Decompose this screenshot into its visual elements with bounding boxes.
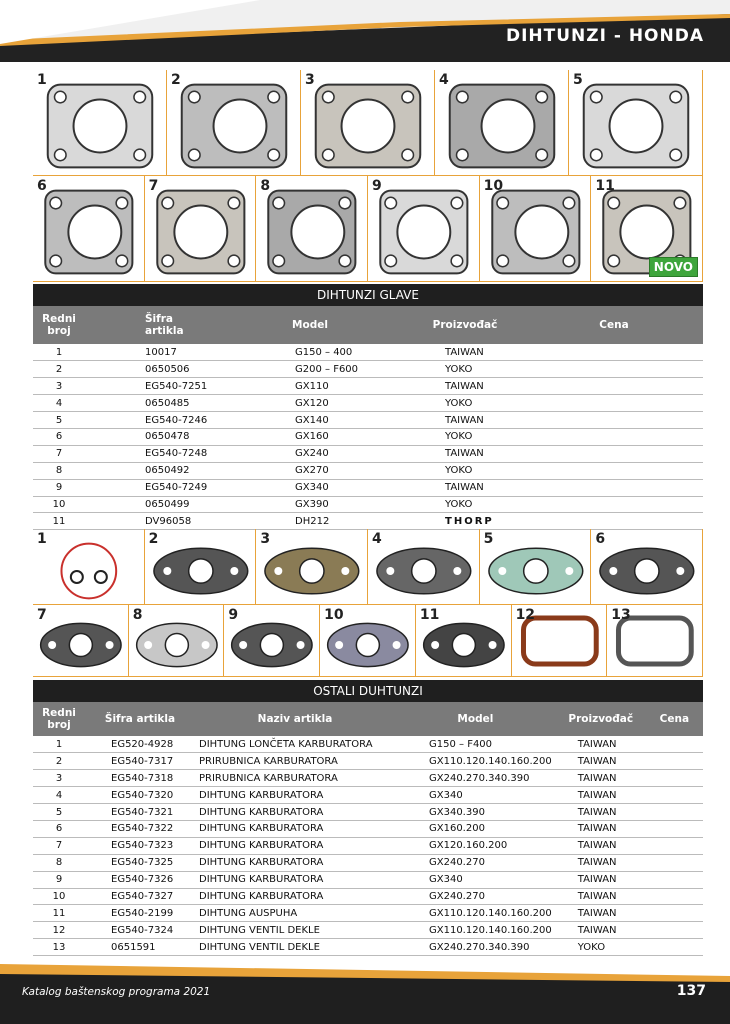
- gasket-image-cell: [167, 70, 301, 176]
- table-header: [33, 702, 703, 736]
- table-cell: GX240.270: [395, 854, 556, 871]
- table-cell: [646, 787, 703, 804]
- table-cell: GX340: [215, 479, 405, 496]
- table-row: [33, 837, 703, 854]
- gasket-image-cell: [480, 529, 592, 605]
- table-cell: [646, 939, 703, 956]
- table-cell: 8: [33, 854, 85, 871]
- table-cell: TAIWAN: [556, 888, 646, 905]
- table-cell: GX110.120.140.160.200: [395, 905, 556, 922]
- table-cell: EG520-4928: [85, 736, 195, 753]
- gasket-image-cell: [256, 176, 368, 282]
- table-cell: TAIWAN: [405, 344, 525, 361]
- table-cell: G150 – F400: [395, 736, 556, 753]
- table-cell: PRIRUBNICA KARBURATORA: [195, 770, 395, 787]
- gasket-number: 4: [439, 72, 449, 88]
- col-proizvodjac: Proizvođač: [432, 319, 498, 331]
- table-row: [33, 736, 703, 753]
- table-cell: YOKO: [405, 395, 525, 412]
- table-cell: 11: [33, 905, 85, 922]
- gasket-number: 13: [611, 607, 631, 623]
- table-cell: [525, 378, 703, 395]
- gasket-number: 5: [483, 531, 494, 547]
- table-row: [33, 905, 703, 922]
- table-cell: EG540-7318: [85, 770, 195, 787]
- other-gasket-table: [33, 680, 703, 956]
- table-cell: DIHTUNG KARBURATORA: [195, 820, 395, 837]
- gasket-number: 11: [419, 607, 440, 623]
- table-title: DIHTUNZI GLAVE: [33, 284, 703, 306]
- table-cell: DV96058: [85, 513, 215, 530]
- table-cell: YOKO: [405, 428, 525, 445]
- table-cell: 7: [33, 837, 85, 854]
- gasket-number: 10: [324, 607, 344, 623]
- col-cena: Cena: [599, 319, 629, 331]
- table-cell: TAIWAN: [556, 753, 646, 770]
- table-cell: [525, 496, 703, 513]
- table-cell: 7: [33, 445, 85, 462]
- gasket-number: 11: [595, 178, 615, 194]
- table-cell: [646, 837, 703, 854]
- table-cell: DIHTUNG AUSPUHA: [195, 905, 395, 922]
- table-cell: TAIWAN: [405, 378, 525, 395]
- table-cell: EG540-7325: [85, 854, 195, 871]
- table-cell: 0650478: [85, 428, 215, 445]
- table-cell: GX120: [215, 395, 405, 412]
- table-row: [33, 871, 703, 888]
- table-cell: [646, 753, 703, 770]
- table-cell: GX110.120.140.160.200: [395, 753, 556, 770]
- table-header: [33, 306, 703, 344]
- table-cell: [646, 871, 703, 888]
- table-cell: [646, 736, 703, 753]
- table-cell: 1: [33, 344, 85, 361]
- head-gasket-gallery: [33, 70, 703, 282]
- col-naziv: Naziv artikla: [257, 713, 333, 725]
- table-cell: GX270: [215, 462, 405, 479]
- col-cena: Cena: [659, 713, 690, 725]
- col-proizvodjac: Proizvođač: [568, 713, 634, 725]
- gasket-image-cell: [301, 70, 435, 176]
- table-cell: 6: [33, 428, 85, 445]
- gasket-number: 1: [37, 531, 47, 547]
- table-cell: EG540-7321: [85, 804, 195, 821]
- table-cell: EG540-7248: [85, 445, 215, 462]
- table-cell: 10: [33, 888, 85, 905]
- gasket-image-cell: [33, 529, 145, 605]
- gasket-image-cell: [33, 176, 145, 282]
- gasket-number: 12: [515, 607, 536, 623]
- table-row: [33, 462, 703, 479]
- table-cell: TAIWAN: [556, 871, 646, 888]
- gasket-image-cell: [435, 70, 569, 176]
- table-cell: 2: [33, 361, 85, 378]
- table-cell: 5: [33, 412, 85, 429]
- gasket-image-cell: [607, 605, 703, 677]
- table-cell: [525, 428, 703, 445]
- gasket-number: 6: [595, 531, 606, 547]
- table-cell: GX240: [215, 445, 405, 462]
- table-cell: GX240.270.340.390: [395, 770, 556, 787]
- gasket-number: 2: [171, 72, 181, 88]
- gasket-image-cell: [320, 605, 416, 677]
- table-cell: EG540-7326: [85, 871, 195, 888]
- table-cell: 11: [33, 513, 85, 530]
- table-cell: EG540-7323: [85, 837, 195, 854]
- table-cell: GX390: [215, 496, 405, 513]
- table-cell: 2: [33, 753, 85, 770]
- gasket-image-cell: [591, 529, 703, 605]
- table-cell: GX160.200: [395, 820, 556, 837]
- table-cell: DIHTUNG VENTIL DEKLE: [195, 939, 395, 956]
- table-cell: 9: [33, 479, 85, 496]
- gasket-number: 6: [37, 178, 47, 194]
- table-row: [33, 378, 703, 395]
- table-cell: GX110: [215, 378, 405, 395]
- table-cell: [646, 854, 703, 871]
- catalog-name: Katalog baštenskog programa 2021: [22, 986, 211, 998]
- table-cell: TAIWAN: [556, 770, 646, 787]
- col-redni-broj: Redni broj: [42, 313, 76, 337]
- gasket-number: 3: [260, 531, 271, 547]
- table-row: [33, 445, 703, 462]
- table-cell: 13: [33, 939, 85, 956]
- gasket-number: 3: [305, 72, 315, 88]
- gasket-number: 9: [228, 607, 239, 623]
- page-title: DIHTUNZI - HONDA: [505, 26, 704, 46]
- table-row: [33, 770, 703, 787]
- table-cell: PRIRUBNICA KARBURATORA: [195, 753, 395, 770]
- table-cell: G150 – 400: [215, 344, 405, 361]
- novo-badge: NOVO: [649, 257, 698, 277]
- table-cell: TAIWAN: [556, 854, 646, 871]
- table-cell: TAIWAN: [556, 787, 646, 804]
- gasket-image-cell: [569, 70, 703, 176]
- table-cell: TAIWAN: [405, 479, 525, 496]
- table-row: [33, 787, 703, 804]
- table-cell: GX140: [215, 412, 405, 429]
- table-cell: [646, 820, 703, 837]
- table-cell: 10: [33, 496, 85, 513]
- table-cell: TAIWAN: [556, 736, 646, 753]
- gasket-number: 7: [148, 178, 159, 194]
- table-cell: EG540-7320: [85, 787, 195, 804]
- table-cell: GX120.160.200: [395, 837, 556, 854]
- table-cell: YOKO: [556, 939, 646, 956]
- table-cell: TAIWAN: [556, 905, 646, 922]
- table-cell: G200 – F600: [215, 361, 405, 378]
- col-model: Model: [292, 319, 328, 331]
- table-cell: 0650485: [85, 395, 215, 412]
- table-row: [33, 854, 703, 871]
- table-cell: GX160: [215, 428, 405, 445]
- head-gasket-table: [33, 284, 703, 530]
- table-cell: EG540-7246: [85, 412, 215, 429]
- table-row: [33, 496, 703, 513]
- table-row: [33, 395, 703, 412]
- table-title: OSTALI DUHTUNZI: [33, 680, 703, 702]
- table-cell: EG540-7249: [85, 479, 215, 496]
- table-cell: 0651591: [85, 939, 195, 956]
- table-cell: DIHTUNG KARBURATORA: [195, 888, 395, 905]
- table-cell: DH212: [215, 513, 405, 530]
- table-cell: [525, 412, 703, 429]
- table-cell: GX340.390: [395, 804, 556, 821]
- table-cell: TAIWAN: [556, 922, 646, 939]
- table-cell: 6: [33, 820, 85, 837]
- table-cell: DIHTUNG KARBURATORA: [195, 871, 395, 888]
- table-row: [33, 513, 703, 530]
- table-cell: [525, 344, 703, 361]
- gasket-image-cell: [416, 605, 512, 677]
- col-model: Model: [457, 713, 494, 725]
- table-row: [33, 804, 703, 821]
- table-cell: [525, 395, 703, 412]
- table-cell: 3: [33, 378, 85, 395]
- table-cell: 1: [33, 736, 85, 753]
- gasket-number: 9: [372, 178, 382, 194]
- table-cell: 9: [33, 871, 85, 888]
- gasket-image-cell: [512, 605, 608, 677]
- gasket-number: 7: [37, 607, 47, 623]
- table-cell: EG540-7317: [85, 753, 195, 770]
- gasket-image-cell: [256, 529, 368, 605]
- other-gasket-gallery: [33, 529, 703, 677]
- table-cell: [646, 888, 703, 905]
- table-row: [33, 753, 703, 770]
- gasket-image-cell: [129, 605, 225, 677]
- table-cell: TAIWAN: [405, 445, 525, 462]
- gasket-image-cell: [145, 529, 257, 605]
- col-sifra: Šifra artikla: [145, 313, 184, 337]
- table-cell: GX340: [395, 871, 556, 888]
- table-row: [33, 820, 703, 837]
- table-cell: [646, 905, 703, 922]
- table-row: [33, 479, 703, 496]
- table-cell: 4: [33, 395, 85, 412]
- table-cell: 5: [33, 804, 85, 821]
- gasket-number: 1: [37, 72, 47, 88]
- table-cell: DIHTUNG KARBURATORA: [195, 837, 395, 854]
- table-row: [33, 428, 703, 445]
- table-cell: 8: [33, 462, 85, 479]
- table-cell: GX240.270.340.390: [395, 939, 556, 956]
- col-sifra: Šifra artikla: [104, 713, 176, 725]
- table-cell: 0650499: [85, 496, 215, 513]
- table-cell: 0650492: [85, 462, 215, 479]
- gasket-number: 8: [132, 607, 143, 623]
- table-cell: GX240.270: [395, 888, 556, 905]
- gasket-number: 4: [372, 531, 382, 547]
- gasket-number: 5: [573, 72, 583, 88]
- table-cell: EG540-2199: [85, 905, 195, 922]
- table-cell: 4: [33, 787, 85, 804]
- gasket-number: 10: [483, 178, 504, 194]
- gasket-image-cell: [145, 176, 257, 282]
- table-cell: [525, 479, 703, 496]
- table-cell: GX340: [395, 787, 556, 804]
- table-row: [33, 888, 703, 905]
- table-cell: [525, 513, 703, 530]
- table-cell: TAIWAN: [556, 804, 646, 821]
- table-cell: 3: [33, 770, 85, 787]
- table-cell: [646, 922, 703, 939]
- col-redni-broj: Redni broj: [42, 707, 76, 731]
- table-cell: [525, 445, 703, 462]
- table-cell: EG540-7327: [85, 888, 195, 905]
- gasket-number: 2: [148, 531, 159, 547]
- table-row: [33, 361, 703, 378]
- table-cell: [525, 361, 703, 378]
- table-cell: DIHTUNG LONČETA KARBURATORA: [195, 736, 395, 753]
- table-cell: YOKO: [405, 361, 525, 378]
- table-cell: 10017: [85, 344, 215, 361]
- table-cell: YOKO: [405, 496, 525, 513]
- table-cell: TAIWAN: [556, 837, 646, 854]
- table-cell: DIHTUNG VENTIL DEKLE: [195, 922, 395, 939]
- table-cell: TAIWAN: [556, 820, 646, 837]
- gasket-image-cell: [480, 176, 592, 282]
- gasket-image-cell: [368, 529, 480, 605]
- page-number: 137: [676, 983, 706, 999]
- table-row: [33, 939, 703, 956]
- table-cell: THORP: [405, 513, 525, 530]
- table-cell: DIHTUNG KARBURATORA: [195, 854, 395, 871]
- table-row: [33, 412, 703, 429]
- gasket-image-cell: [368, 176, 480, 282]
- table-row: [33, 922, 703, 939]
- table-cell: EG540-7322: [85, 820, 195, 837]
- gasket-image-cell: [33, 605, 129, 677]
- table-row: [33, 344, 703, 361]
- table-cell: TAIWAN: [405, 412, 525, 429]
- table-cell: 0650506: [85, 361, 215, 378]
- gasket-image-cell: [224, 605, 320, 677]
- table-cell: EG540-7251: [85, 378, 215, 395]
- table-cell: EG540-7324: [85, 922, 195, 939]
- table-cell: [646, 770, 703, 787]
- table-cell: [646, 804, 703, 821]
- gasket-image-cell: [591, 176, 703, 282]
- gasket-number: 8: [260, 178, 271, 194]
- gasket-image-cell: [33, 70, 167, 176]
- table-cell: 12: [33, 922, 85, 939]
- table-cell: YOKO: [405, 462, 525, 479]
- table-cell: DIHTUNG KARBURATORA: [195, 787, 395, 804]
- table-cell: GX110.120.140.160.200: [395, 922, 556, 939]
- table-cell: [525, 462, 703, 479]
- table-cell: DIHTUNG KARBURATORA: [195, 804, 395, 821]
